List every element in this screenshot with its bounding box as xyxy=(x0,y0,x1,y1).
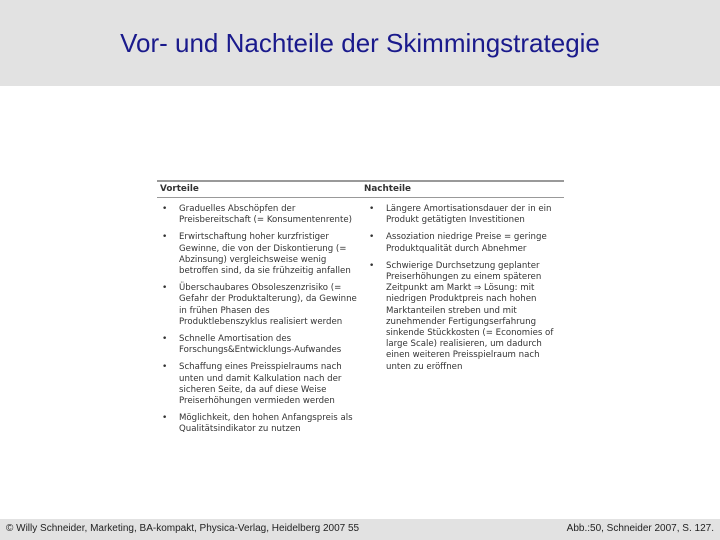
vorteil-item: • Erwirtschaftung hoher kurzfristiger Gewinne, die von der Diskontierung (= Abzinsung) vergleichsweise wenig betroffen sind, da sie frühzeitig anfallen xyxy=(162,232,351,277)
comparison-table xyxy=(157,180,564,458)
nachteil-item: • Schwierige Durchsetzung geplanter Preiserhöhungen zu einem späteren Zeitpunkt am Markt ⇒ Lösung: mit niedrigen Produktpreis nach hohen Marktanteilen streben und mit zunehmender Fertigungserfahrung sinkende Stückkosten (= Economies of large Scale) realisieren, um dadurch einen weiteren Preisspielraum nach unten zu eröffnen xyxy=(369,260,554,372)
footer-figure-ref: Abb.:50, Schneider 2007, S. 127. xyxy=(566,523,714,534)
header-vorteile: Vorteile xyxy=(160,184,199,194)
bullet-icon: • xyxy=(162,362,168,373)
bullet-icon: • xyxy=(162,413,168,424)
slide-header xyxy=(0,0,720,86)
vorteil-item: • Schaffung eines Preisspielraums nach unten und damit Kalkulation nach der sicheren Seite, da auf diese Weise Preiserhöhungen vermieden werden xyxy=(162,362,342,407)
nachteil-item: • Assoziation niedrige Preise = geringe Produktqualität durch Abnehmer xyxy=(369,232,547,254)
slide-footer xyxy=(0,519,720,540)
bullet-icon: • xyxy=(369,204,375,214)
table-header xyxy=(157,180,564,198)
bullet-icon: • xyxy=(369,232,375,243)
vorteile-column xyxy=(157,204,357,442)
bullet-icon: • xyxy=(162,334,168,345)
header-nachteile: Nachteile xyxy=(364,184,411,194)
bullet-icon: • xyxy=(162,283,168,294)
slide-title: Vor- und Nachteile der Skimmingstrategie xyxy=(120,28,600,58)
vorteil-item: • Überschaubares Obsoleszenzrisiko (= Gefahr der Produktalterung), da Gewinne in frühen Phasen des Produktlebenszyklus realisiert werden xyxy=(162,283,357,327)
vorteil-item: • Möglichkeit, den hohen Anfangspreis als Qualitätsindikator zu nutzen xyxy=(162,413,353,435)
vorteil-item: • Schnelle Amortisation des Forschungs&Entwicklungs-Aufwandes xyxy=(162,334,342,356)
nachteile-column xyxy=(364,204,564,379)
footer-citation: © Willy Schneider, Marketing, BA-kompakt, Physica-Verlag, Heidelberg 2007 55 xyxy=(6,523,360,534)
nachteil-item: • Längere Amortisationsdauer der in ein Produkt getätigten Investitionen xyxy=(369,204,552,226)
bullet-icon: • xyxy=(162,204,168,214)
vorteil-item: • Graduelles Abschöpfen der Preisbereitschaft (= Konsumentenrente) xyxy=(162,204,352,226)
bullet-icon: • xyxy=(369,260,375,271)
table-body xyxy=(157,198,564,458)
bullet-icon: • xyxy=(162,232,168,243)
